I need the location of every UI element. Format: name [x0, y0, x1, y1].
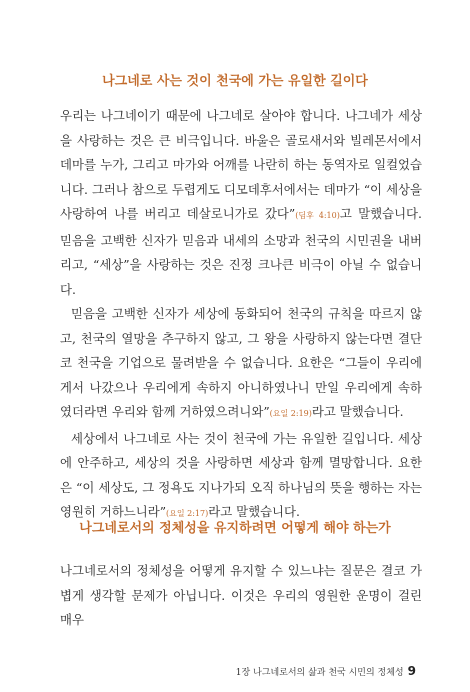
- section-heading: 나그네로 사는 것이 천국에 가는 유일한 길이다: [102, 74, 368, 89]
- paragraph-text: 고 말했습니다. 믿음을 고백한 신자가 믿음과 내세의 소망과 천국의 시민권을 내버리고, “세상”을 사랑하는 것은 진정 크나큰 비극이 아닐 수 없습니다.: [60, 206, 422, 297]
- paragraph: 나그네로서의 정체성을 어떻게 유지할 수 있느냐는 질문은 결코 가볍게 생각할 문제가 아닙니다. 이것은 우리의 영원한 운명이 걸린 매우: [60, 563, 422, 627]
- body-text: [60, 559, 422, 633]
- scripture-citation: (요일 2:17): [166, 509, 209, 518]
- body-text: [60, 104, 422, 527]
- paragraph-text: 우리는 나그네이기 때문에 나그네로 살아야 합니다. 나그네가 세상을 사랑하는 것은 큰 비극입니다. 바울은 골로새서와 빌레몬서에서 데마를 누가, 그리고 마가와 어깨를 나란히 하는 동역자로 일컬었습니다. 그러나 참으로 두렵게도 디모데후서에서는 데마가 “이 세상을 사랑하여 나를 버리고 데살로니가로 갔다”: [60, 108, 422, 221]
- paragraph-text: 믿음을 고백한 신자가 세상에 동화되어 천국의 규칙을 따르지 않고, 천국의 열망을 추구하지 않고, 그 왕을 사랑하지 않는다면 결단코 천국을 기업으로 물려받을 수 없습니다. 요한은 “그들이 우리에게서 나갔으나 우리에게 속하지 아니하였나니 만일 우리에게 속하였더라면 우리와 함께 거하였으려니와”: [60, 306, 422, 419]
- section-heading: 나그네로서의 정체성을 유지하려면 어떻게 해야 하는가: [79, 521, 391, 536]
- paragraph-text: 세상에서 나그네로 사는 것이 천국에 가는 유일한 길입니다. 세상에 안주하고, 세상의 것을 사랑하면 세상과 함께 멸망합니다. 요한은 “이 세상도, 그 정욕도 지나가되 오직 하나님의 뜻을 행하는 자는 영원히 거하느니라”: [60, 430, 422, 519]
- scripture-citation: (요일 2:19): [269, 409, 312, 418]
- paragraph-text: 라고 말했습니다.: [208, 504, 300, 519]
- page-number: 9: [407, 664, 416, 678]
- running-title: 1장 나그네로서의 삶과 천국 시민의 정체성: [235, 668, 404, 678]
- paragraph: [60, 302, 422, 427]
- paragraph: [60, 104, 422, 302]
- paragraph: [60, 427, 422, 527]
- scripture-citation: (딤후 4:10): [295, 211, 340, 220]
- page-footer: [236, 664, 416, 678]
- paragraph-text: 라고 말했습니다.: [311, 404, 404, 419]
